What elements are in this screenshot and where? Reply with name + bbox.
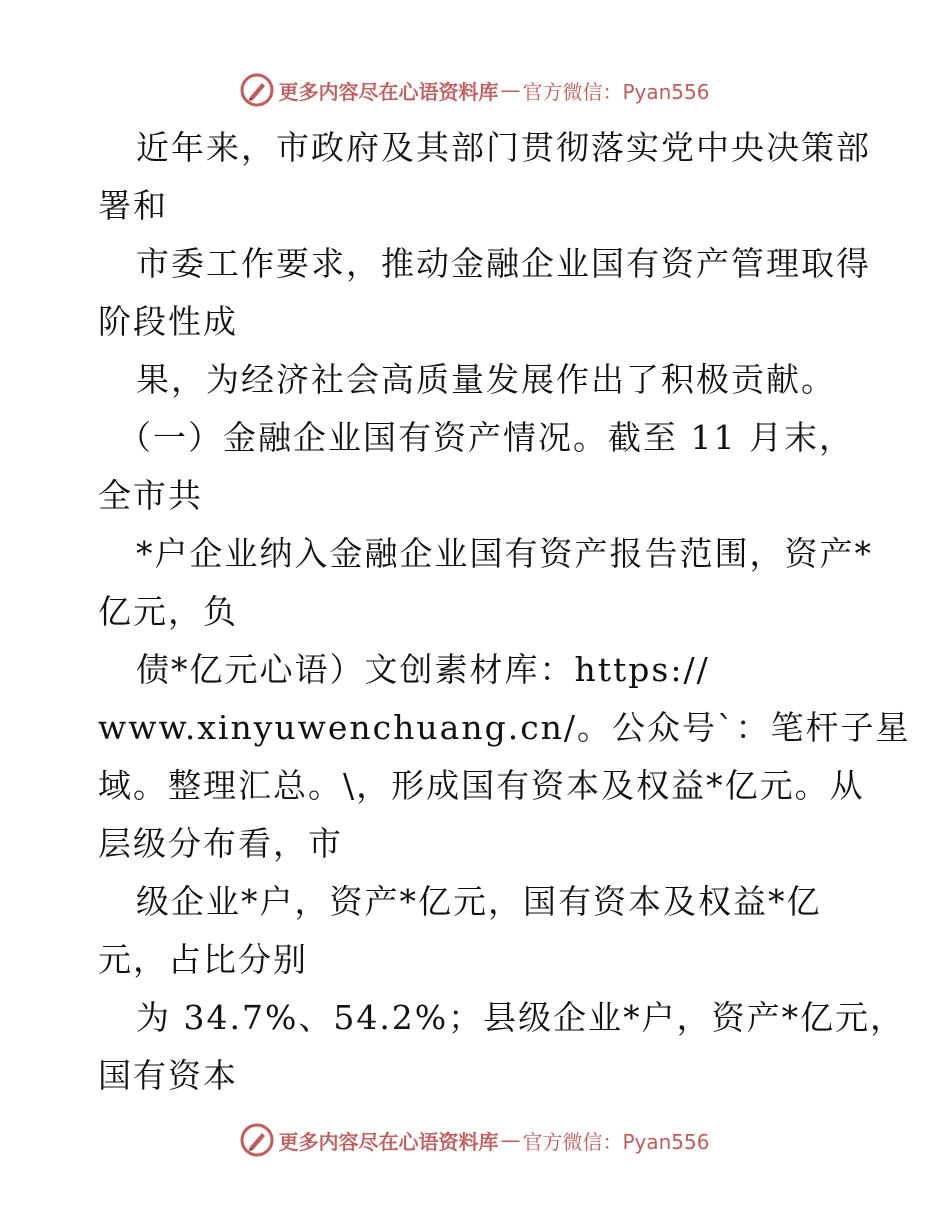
header-watermark xyxy=(0,70,950,110)
body-line: 市委工作要求，推动金融企业国有资产管理取得 xyxy=(136,244,871,283)
watermark-dash: — xyxy=(500,1128,521,1152)
pen-seal-icon xyxy=(240,73,274,107)
body-line: 亿元，负 xyxy=(98,592,238,631)
watermark-text: 更多内容尽在心语资料库 xyxy=(278,79,499,104)
body-line: 全市共 xyxy=(98,476,203,515)
watermark-wechat: 官方微信：Pyan556 xyxy=(522,1129,710,1154)
body-line: 债*亿元心语）文创素材库：https:// xyxy=(136,650,710,689)
body-line: 为 34.7%、54.2%；县级企业*户，资产*亿元， xyxy=(136,998,906,1037)
body-line: 果，为经济社会高质量发展作出了积极贡献。 xyxy=(136,360,836,399)
watermark-dash: — xyxy=(500,78,521,102)
body-line: www.xinyuwenchuang.cn/。公众号`：笔杆子星 xyxy=(98,708,911,747)
body-line: 署和 xyxy=(98,186,168,225)
body-line: *户企业纳入金融企业国有资产报告范围，资产* xyxy=(136,534,873,573)
watermark-text: 更多内容尽在心语资料库 xyxy=(278,1129,499,1154)
body-line: 阶段性成 xyxy=(98,302,238,341)
body-line: 层级分布看，市 xyxy=(98,824,343,863)
pen-seal-icon xyxy=(240,1123,274,1157)
body-line: 元，占比分别 xyxy=(98,940,308,979)
body-line: 国有资本 xyxy=(98,1056,238,1095)
body-line: 级企业*户，资产*亿元，国有资本及权益*亿 xyxy=(136,882,822,921)
body-line: 域。整理汇总。\，形成国有资本及权益*亿元。从 xyxy=(98,766,865,805)
body-line: 近年来，市政府及其部门贯彻落实党中央决策部 xyxy=(136,128,871,167)
watermark-wechat: 官方微信：Pyan556 xyxy=(522,79,710,104)
body-line: （一）金融企业国有资产情况。截至 11 月末， xyxy=(118,418,854,457)
footer-watermark xyxy=(0,1120,950,1160)
